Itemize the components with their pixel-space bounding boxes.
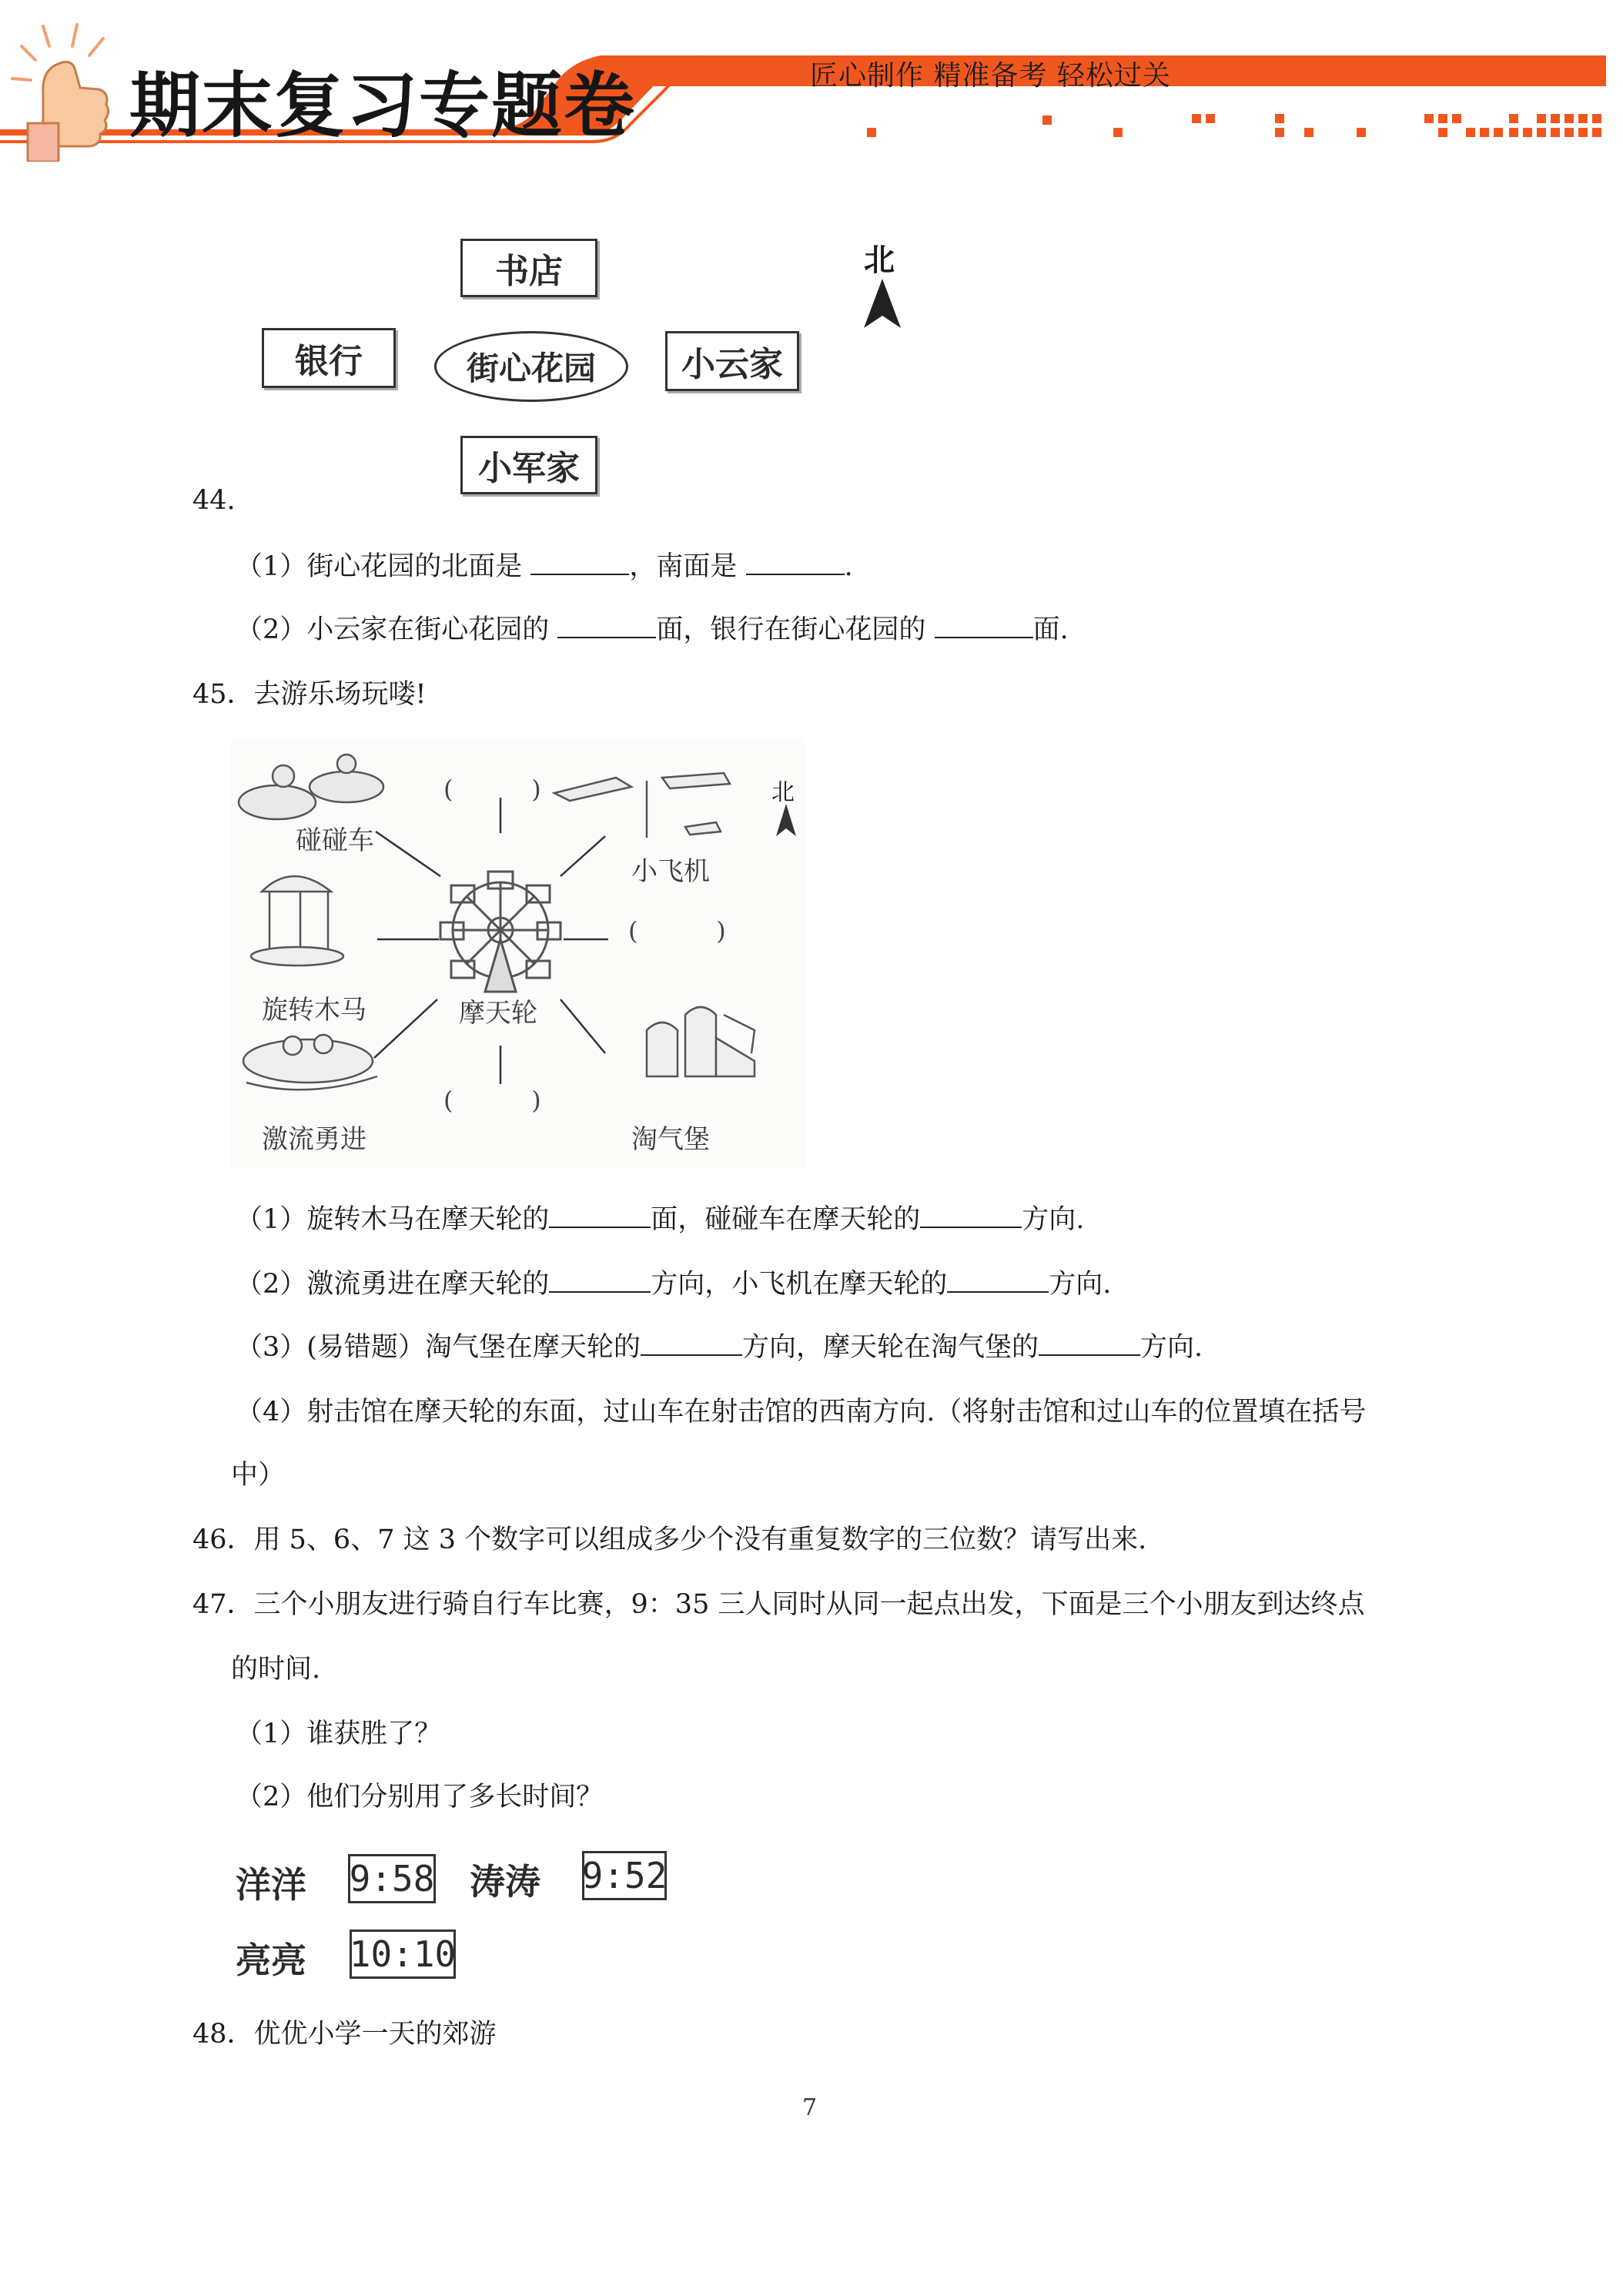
q45-sub2-text-a: （2）激流勇进在摩天轮的 bbox=[236, 1269, 550, 1300]
castle-slide-icon bbox=[647, 1007, 755, 1076]
ferris-wheel-icon bbox=[440, 872, 561, 992]
map-label-xiaojun-home: 小军家 bbox=[460, 436, 597, 494]
amusement-park-figure bbox=[231, 738, 805, 1169]
question-47-line2: 的时间. bbox=[231, 1654, 321, 1685]
answer-blank[interactable] bbox=[641, 1331, 742, 1356]
park-label-ferris-wheel: 摩天轮 bbox=[459, 998, 537, 1029]
bumper-car-icon bbox=[239, 755, 383, 819]
q44-sub1-text-b: ，南面是 bbox=[629, 551, 738, 582]
question-46: 46．用 5、6、7 这 3 个数字可以组成多少个没有重复数字的三位数？请写出来. bbox=[192, 1525, 1147, 1555]
park-label-airplane: 小飞机 bbox=[631, 856, 710, 887]
park-answer-paren-north[interactable]: ( ) bbox=[443, 775, 541, 804]
page-number: 7 bbox=[802, 2094, 818, 2121]
header-dots bbox=[867, 114, 1601, 137]
north-arrow-icon bbox=[861, 277, 904, 331]
map-label-xiaoyun-home: 小云家 bbox=[665, 331, 799, 391]
park-label-castle: 淘气堡 bbox=[631, 1124, 710, 1155]
question-45-title: 45．去游乐场玩喽! bbox=[192, 679, 427, 710]
header-title: 期末复习专题卷 bbox=[129, 65, 637, 147]
finish-time-box: 9:52 bbox=[582, 1851, 667, 1900]
answer-blank[interactable] bbox=[530, 551, 629, 575]
carousel-icon bbox=[251, 876, 343, 966]
map-label-park: 街心花园 bbox=[434, 331, 628, 402]
park-answer-paren-east[interactable]: ( ) bbox=[628, 916, 726, 946]
question-44-sub1 bbox=[236, 550, 853, 584]
q45-sub3-text-b: 方向，摩天轮在淘气堡的 bbox=[741, 1332, 1039, 1363]
question-44-sub2 bbox=[236, 613, 1069, 647]
map-north-label: 北 bbox=[864, 243, 895, 278]
question-47-line1: 47．三个小朋友进行骑自行车比赛，9：35 三人同时从同一起点出发，下面是三个小朋友到达终点 bbox=[192, 1589, 1365, 1620]
question-45-sub4-line1: （4）射击馆在摩天轮的东面，过山车在射击馆的西南方向.（将射击馆和过山车的位置填在括号 bbox=[236, 1397, 1367, 1427]
question-45-sub4-line2: 中） bbox=[231, 1460, 286, 1491]
q44-sub2-text-c: 面. bbox=[1032, 614, 1069, 645]
page-header bbox=[0, 0, 1623, 162]
answer-blank[interactable] bbox=[1039, 1331, 1140, 1356]
question-44-number: 44. bbox=[192, 485, 236, 516]
answer-blank[interactable] bbox=[746, 551, 845, 575]
question-45-sub3 bbox=[236, 1330, 1203, 1364]
question-47-sub1: （1）谁获胜了？ bbox=[236, 1719, 442, 1749]
answer-blank[interactable] bbox=[947, 1268, 1049, 1293]
q44-sub2-text-a: （2）小云家在街心花园的 bbox=[236, 614, 550, 645]
park-label-bumper-cars: 碰碰车 bbox=[296, 825, 374, 856]
question-47-sub2: （2）他们分别用了多长时间？ bbox=[236, 1782, 604, 1812]
q45-sub3-text-a: （3）(易错题）淘气堡在摩天轮的 bbox=[236, 1332, 641, 1363]
question-48: 48．优优小学一天的郊游 bbox=[192, 2019, 497, 2050]
rafting-icon bbox=[243, 1035, 377, 1089]
map-label-bookstore: 书店 bbox=[460, 239, 597, 297]
answer-blank[interactable] bbox=[549, 1268, 651, 1293]
answer-blank[interactable] bbox=[935, 614, 1033, 638]
header-slogan: 匠心制作 精准备考 轻松过关 bbox=[810, 60, 1171, 92]
answer-blank[interactable] bbox=[557, 614, 656, 638]
park-label-rafting: 激流勇进 bbox=[262, 1124, 366, 1155]
finish-time-box: 9:58 bbox=[348, 1854, 436, 1903]
park-north-label: 北 bbox=[771, 779, 795, 806]
q44-sub2-text-b: 面，银行在街心花园的 bbox=[656, 614, 926, 645]
racer-name: 亮亮 bbox=[236, 1940, 306, 1981]
q45-sub2-text-b: 方向，小飞机在摩天轮的 bbox=[651, 1269, 948, 1300]
answer-blank[interactable] bbox=[549, 1203, 651, 1228]
thumbs-up-icon bbox=[6, 15, 122, 162]
q45-sub1-text-a: （1）旋转木马在摩天轮的 bbox=[236, 1204, 550, 1235]
park-answer-paren-south[interactable]: ( ) bbox=[443, 1086, 541, 1115]
q45-sub1-text-c: 方向. bbox=[1022, 1204, 1085, 1235]
map-label-bank: 银行 bbox=[262, 328, 396, 388]
answer-blank[interactable] bbox=[920, 1203, 1022, 1228]
q44-sub1-text-a: （1）街心花园的北面是 bbox=[236, 551, 523, 582]
question-45-sub2 bbox=[236, 1267, 1111, 1301]
q45-sub3-text-c: 方向. bbox=[1139, 1332, 1203, 1363]
q44-sub1-text-c: . bbox=[844, 551, 853, 582]
question-45-sub1 bbox=[236, 1203, 1084, 1237]
park-label-carousel: 旋转木马 bbox=[262, 995, 366, 1026]
north-arrow-icon bbox=[775, 804, 798, 838]
q45-sub1-text-b: 面，碰碰车在摩天轮的 bbox=[651, 1204, 921, 1235]
q45-sub2-text-c: 方向. bbox=[1049, 1269, 1112, 1300]
finish-time-box: 10:10 bbox=[350, 1930, 456, 1979]
racer-name: 洋洋 bbox=[236, 1864, 306, 1906]
airplane-ride-icon bbox=[554, 773, 730, 838]
racer-name: 涛涛 bbox=[470, 1861, 540, 1903]
